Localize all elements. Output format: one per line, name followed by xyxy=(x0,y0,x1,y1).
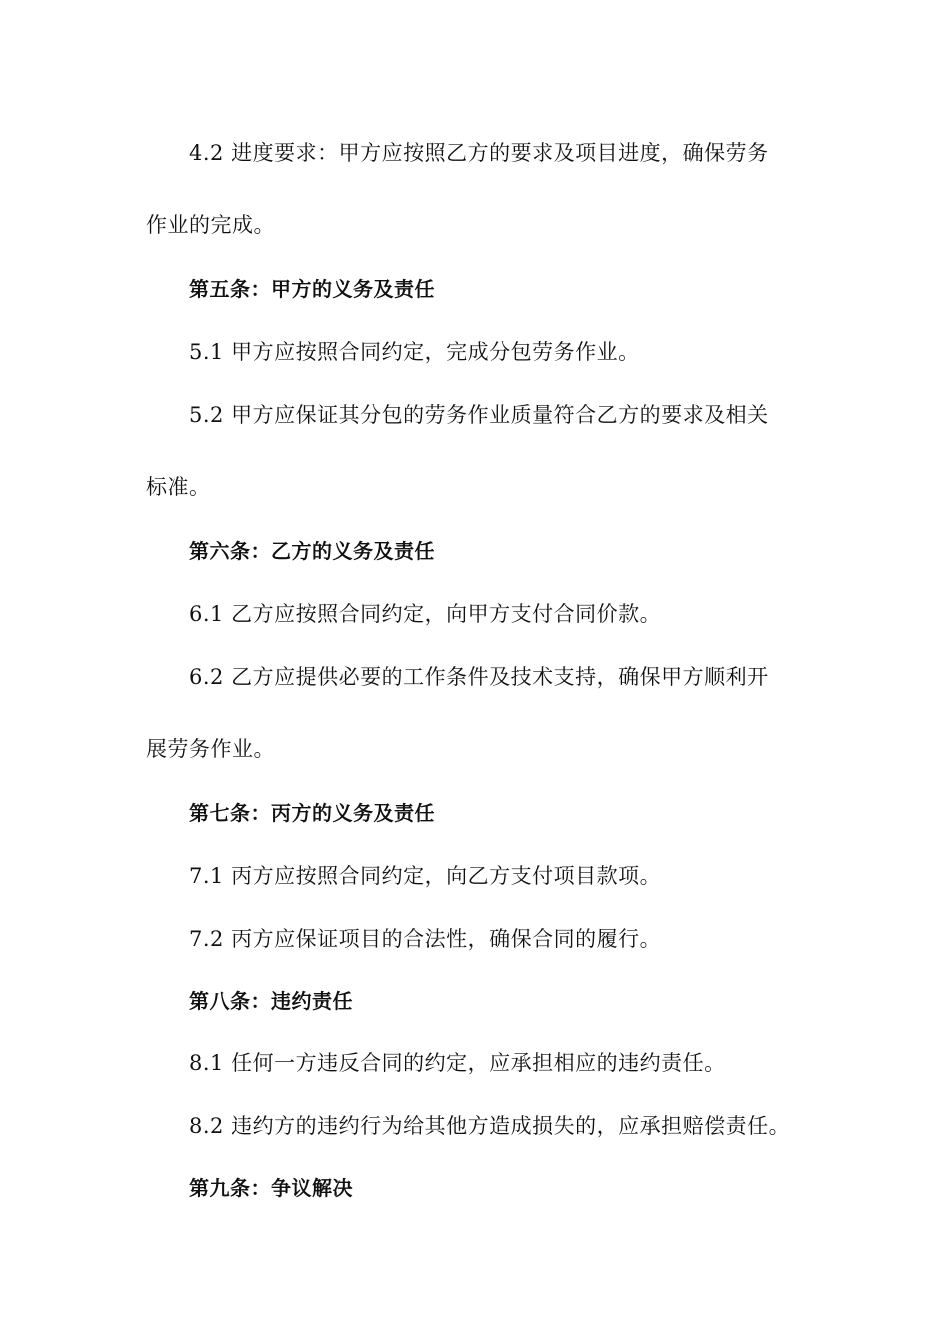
clause-7-1: 7.1 丙方应按照合同约定，向乙方支付项目款项。 xyxy=(189,864,662,888)
article-7-heading: 第七条：丙方的义务及责任 xyxy=(189,801,435,825)
clause-4-2-line-1: 4.2 进度要求：甲方应按照乙方的要求及项目进度，确保劳务 xyxy=(189,141,769,165)
article-9-heading: 第九条：争议解决 xyxy=(189,1176,353,1200)
clause-5-2-line-2: 标准。 xyxy=(146,475,211,499)
clause-6-1: 6.1 乙方应按照合同约定，向甲方支付合同价款。 xyxy=(189,602,662,626)
clause-6-2-line-1: 6.2 乙方应提供必要的工作条件及技术支持，确保甲方顺利开 xyxy=(189,665,769,689)
clause-4-2-line-2: 作业的完成。 xyxy=(146,213,275,237)
clause-5-2-line-1: 5.2 甲方应保证其分包的劳务作业质量符合乙方的要求及相关 xyxy=(189,403,769,427)
clause-7-2: 7.2 丙方应保证项目的合法性，确保合同的履行。 xyxy=(189,927,662,951)
article-8-heading: 第八条：违约责任 xyxy=(189,989,353,1013)
clause-6-2-line-2: 展劳务作业。 xyxy=(146,737,275,761)
clause-5-1: 5.1 甲方应按照合同约定，完成分包劳务作业。 xyxy=(189,340,640,364)
article-5-heading: 第五条：甲方的义务及责任 xyxy=(189,277,435,301)
clause-8-2: 8.2 违约方的违约行为给其他方造成损失的，应承担赔偿责任。 xyxy=(189,1114,791,1138)
clause-8-1: 8.1 任何一方违反合同的约定，应承担相应的违约责任。 xyxy=(189,1051,726,1075)
article-6-heading: 第六条：乙方的义务及责任 xyxy=(189,539,435,563)
